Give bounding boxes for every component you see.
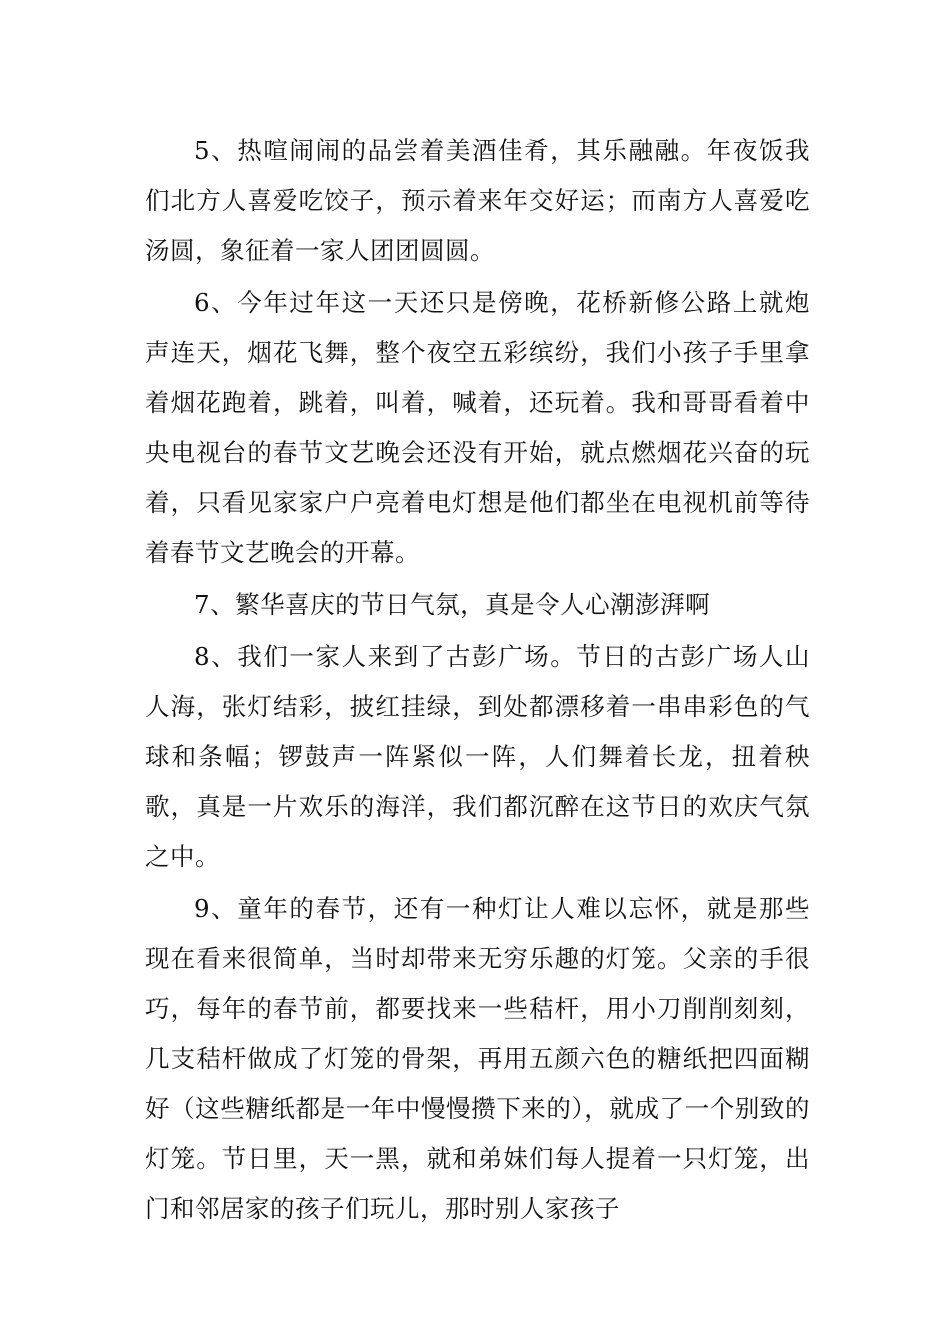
- paragraph-9: 9、童年的春节，还有一种灯让人难以忘怀，就是那些现在看来很简单，当时却带来无穷乐趣的灯笼。父亲的手很巧，每年的春节前，都要找来一些秸杆，用小刀削削刻刻，几支秸杆做成了灯笼的骨架，再用五颜六色的糖纸把四面糊好（这些糖纸都是一年中慢慢攒下来的），就成了一个别致的灯笼。节日里，天一黑，就和弟妹们每人提着一只灯笼，出门和邻居家的孩子们玩儿，那时别人家孩子: [145, 894, 810, 1223]
- paragraph-5: 5、热喧闹闹的品尝着美酒佳肴，其乐融融。年夜饭我们北方人喜爱吃饺子，预示着来年交好运；而南方人喜爱吃汤圆，象征着一家人团团圆圆。: [145, 136, 810, 265]
- paragraph-8: 8、我们一家人来到了古彭广场。节日的古彭广场人山人海，张灯结彩，披红挂绿，到处都漂移着一串串彩色的气球和条幅；锣鼓声一阵紧似一阵，人们舞着长龙，扭着秧歌，真是一片欢乐的海洋，我们都沉醉在这节日的欢庆气氛之中。: [145, 642, 810, 871]
- paragraph-7: 7、繁华喜庆的节日气氛，真是令人心潮澎湃啊: [194, 590, 711, 619]
- document-body: [145, 126, 810, 1236]
- paragraph-6: 6、今年过年这一天还只是傍晚，花桥新修公路上就炮声连天，烟花飞舞，整个夜空五彩缤纷，我们小孩子手里拿着烟花跑着，跳着，叫着，喊着，还玩着。我和哥哥看着中央电视台的春节文艺晚会还没有开始，就点燃烟花兴奋的玩着，只看见家家户户亮着电灯想是他们都坐在电视机前等待着春节文艺晚会的开幕。: [145, 288, 810, 567]
